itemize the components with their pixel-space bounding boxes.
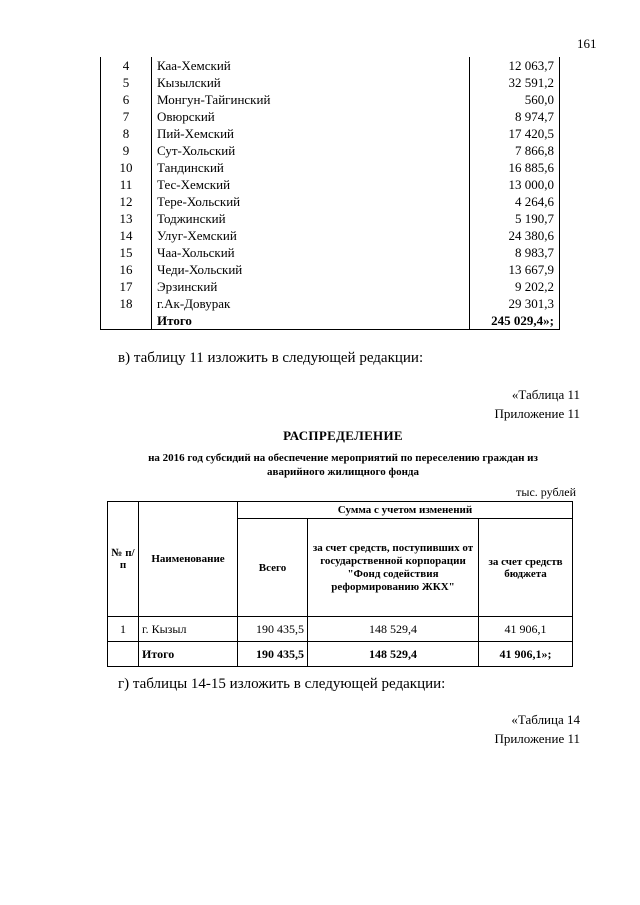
table-row bbox=[108, 617, 573, 642]
distribution-table bbox=[107, 501, 573, 667]
total-label: Итого bbox=[152, 312, 470, 330]
units-label: тыс. рублей bbox=[516, 485, 576, 499]
row-value: 13 000,0 bbox=[470, 176, 560, 193]
row-number: 10 bbox=[101, 159, 152, 176]
table-row bbox=[101, 278, 560, 295]
row-name: Эрзинский bbox=[152, 278, 470, 295]
row-number: 4 bbox=[101, 57, 152, 74]
table-row bbox=[101, 227, 560, 244]
table-row bbox=[101, 91, 560, 108]
row-number: 6 bbox=[101, 91, 152, 108]
row-number: 8 bbox=[101, 125, 152, 142]
total-value: 245 029,4 bbox=[491, 313, 544, 328]
row-value: 5 190,7 bbox=[470, 210, 560, 227]
total-row bbox=[101, 312, 560, 330]
row-name: Тес-Хемский bbox=[152, 176, 470, 193]
table-row bbox=[101, 193, 560, 210]
page-number: 161 bbox=[577, 36, 597, 51]
row-name: Каа-Хемский bbox=[152, 57, 470, 74]
row-name: Кызылский bbox=[152, 74, 470, 91]
table-row bbox=[101, 74, 560, 91]
table-row bbox=[101, 159, 560, 176]
table-row bbox=[101, 244, 560, 261]
table-number: «Таблица 14 bbox=[511, 712, 580, 727]
row-value: 13 667,9 bbox=[470, 261, 560, 278]
row-number: 1 bbox=[108, 617, 139, 642]
table-row bbox=[101, 142, 560, 159]
table-caption-14 bbox=[494, 710, 580, 748]
row-name: Овюрский bbox=[152, 108, 470, 125]
row-budget: 41 906,1 bbox=[479, 617, 573, 642]
row-name: Чаа-Хольский bbox=[152, 244, 470, 261]
col-name-header: Наименование bbox=[139, 502, 238, 617]
document-subtitle: на 2016 год субсидий на обеспечение мероприятий по переселению граждан из аварийного жилищного фонда bbox=[148, 452, 538, 478]
row-value: 12 063,7 bbox=[470, 57, 560, 74]
row-value: 8 983,7 bbox=[470, 244, 560, 261]
row-name: Сут-Хольский bbox=[152, 142, 470, 159]
table-row bbox=[101, 295, 560, 312]
row-value: 17 420,5 bbox=[470, 125, 560, 142]
row-name: Тандинский bbox=[152, 159, 470, 176]
total-row bbox=[108, 642, 573, 667]
row-name: г. Кызыл bbox=[139, 617, 238, 642]
document-title: РАСПРЕДЕЛЕНИЕ bbox=[283, 428, 403, 443]
row-value: 32 591,2 bbox=[470, 74, 560, 91]
table-row bbox=[101, 125, 560, 142]
row-number: 13 bbox=[101, 210, 152, 227]
table-row bbox=[101, 108, 560, 125]
row-number: 5 bbox=[101, 74, 152, 91]
row-number: 11 bbox=[101, 176, 152, 193]
col-sum-group-header: Сумма с учетом изменений bbox=[238, 502, 573, 519]
col-total-header: Всего bbox=[238, 519, 308, 617]
row-number: 7 bbox=[101, 108, 152, 125]
table-row bbox=[101, 261, 560, 278]
total-number-cell bbox=[108, 642, 139, 667]
table-number: «Таблица 11 bbox=[511, 387, 580, 402]
row-name: Монгун-Тайгинский bbox=[152, 91, 470, 108]
col-number-header: № п/п bbox=[108, 502, 139, 617]
row-number: 18 bbox=[101, 295, 152, 312]
row-fund: 148 529,4 bbox=[308, 617, 479, 642]
instruction-paragraph-v: в) таблицу 11 изложить в следующей редакции: bbox=[118, 350, 424, 366]
row-value: 29 301,3 bbox=[470, 295, 560, 312]
quote-close: »; bbox=[541, 646, 552, 661]
row-name: Пий-Хемский bbox=[152, 125, 470, 142]
table-caption-11 bbox=[494, 385, 580, 423]
table-row bbox=[101, 176, 560, 193]
row-number: 12 bbox=[101, 193, 152, 210]
row-name: Тоджинский bbox=[152, 210, 470, 227]
row-name: Тере-Хольский bbox=[152, 193, 470, 210]
total-sum: 190 435,5 bbox=[238, 642, 308, 667]
row-value: 8 974,7 bbox=[470, 108, 560, 125]
table-row bbox=[101, 57, 560, 74]
header-row bbox=[108, 502, 573, 519]
district-subsidy-table bbox=[100, 57, 560, 330]
quote-close: »; bbox=[543, 313, 554, 328]
total-fund: 148 529,4 bbox=[308, 642, 479, 667]
table-row bbox=[101, 210, 560, 227]
total-budget: 41 906,1 bbox=[499, 646, 542, 661]
appendix-number: Приложение 11 bbox=[494, 731, 580, 746]
col-budget-header: за счет средств бюджета bbox=[479, 519, 573, 617]
row-value: 16 885,6 bbox=[470, 159, 560, 176]
instruction-paragraph-g: г) таблицы 14-15 изложить в следующей редакции: bbox=[118, 676, 446, 692]
row-number: 16 bbox=[101, 261, 152, 278]
row-name: Улуг-Хемский bbox=[152, 227, 470, 244]
row-name: г.Ак-Довурак bbox=[152, 295, 470, 312]
row-value: 24 380,6 bbox=[470, 227, 560, 244]
col-fund-header: за счет средств, поступивших от государственной корпорации "Фонд содействия реформированию ЖКХ" bbox=[308, 519, 479, 617]
row-total: 190 435,5 bbox=[238, 617, 308, 642]
total-label: Итого bbox=[139, 642, 238, 667]
row-value: 9 202,2 bbox=[470, 278, 560, 295]
row-value: 560,0 bbox=[470, 91, 560, 108]
total-budget-cell bbox=[479, 642, 573, 667]
row-value: 7 866,8 bbox=[470, 142, 560, 159]
row-number: 9 bbox=[101, 142, 152, 159]
total-number-cell bbox=[101, 312, 152, 330]
appendix-number: Приложение 11 bbox=[494, 406, 580, 421]
row-number: 14 bbox=[101, 227, 152, 244]
row-value: 4 264,6 bbox=[470, 193, 560, 210]
total-value-cell bbox=[470, 312, 560, 330]
row-number: 17 bbox=[101, 278, 152, 295]
row-name: Чеди-Хольский bbox=[152, 261, 470, 278]
row-number: 15 bbox=[101, 244, 152, 261]
